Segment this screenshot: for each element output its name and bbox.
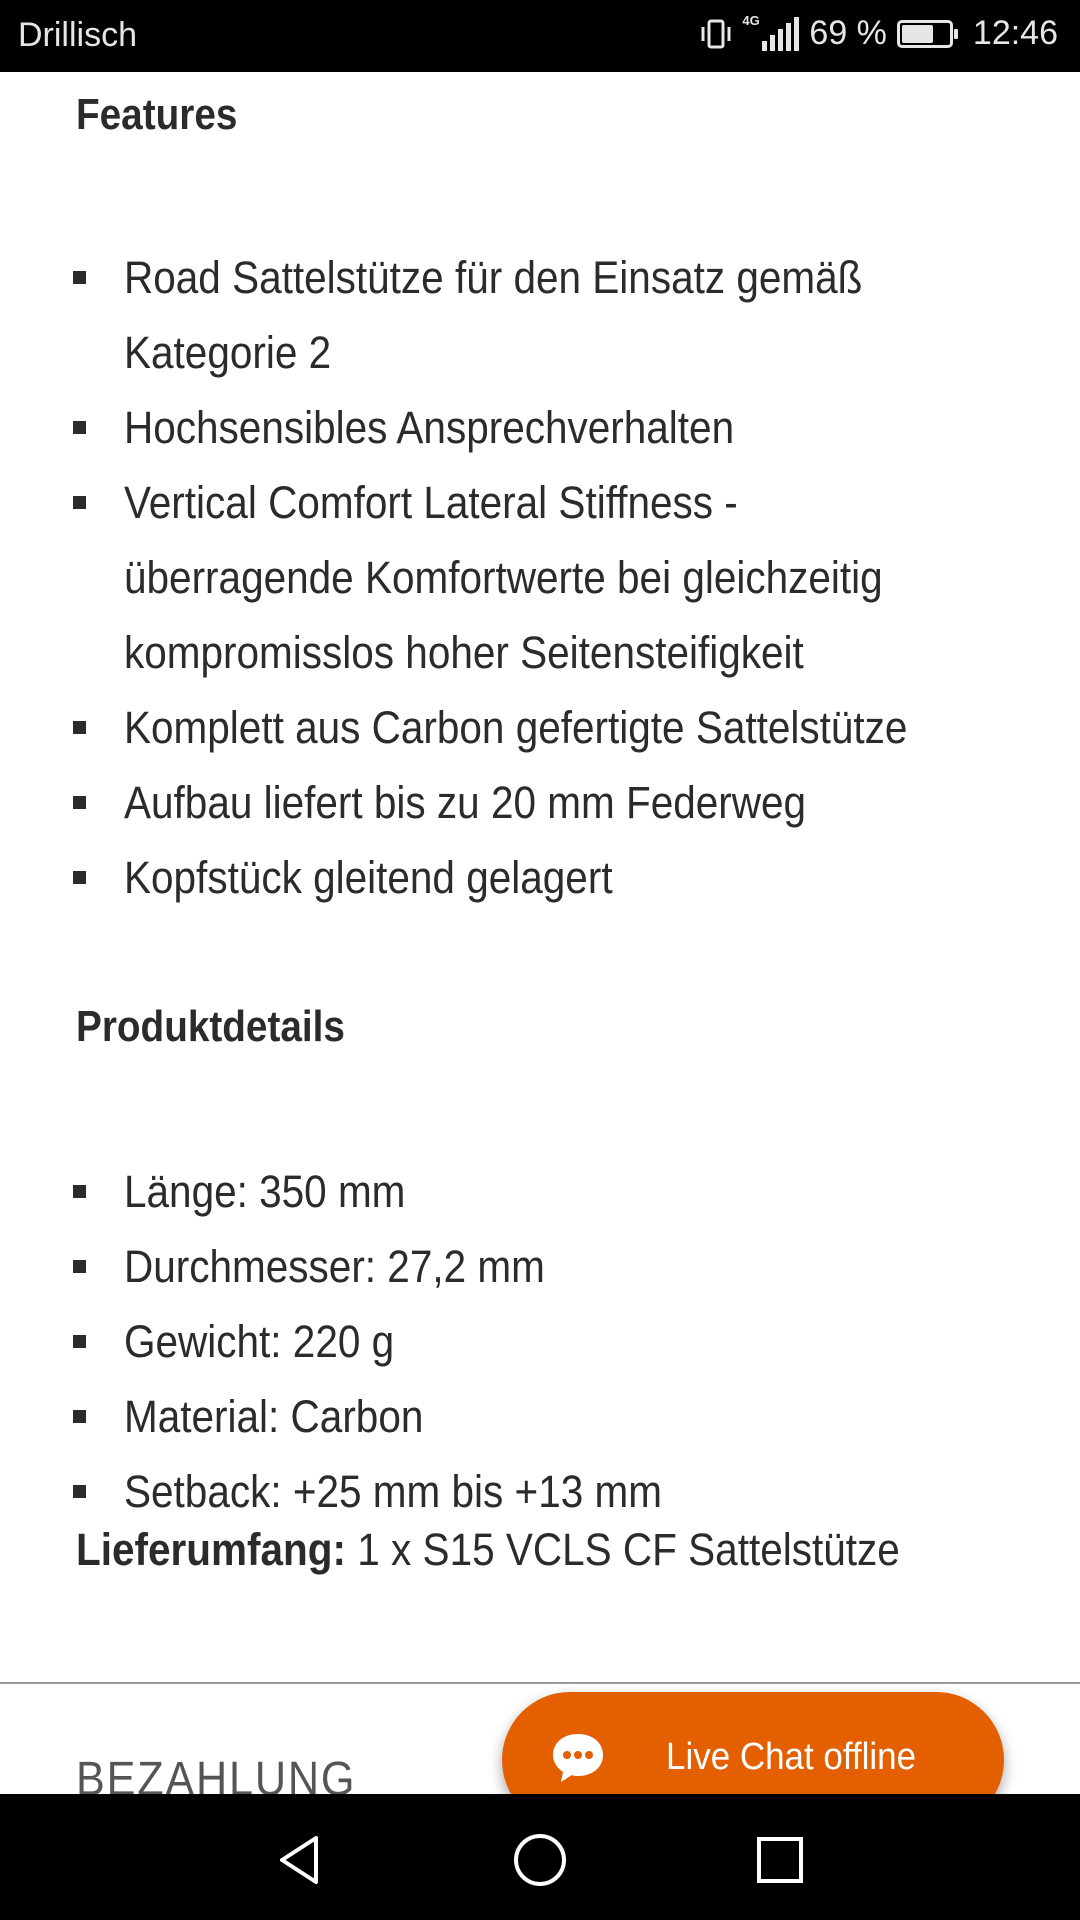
live-chat-label: Live Chat offline	[666, 1736, 917, 1778]
carrier-name: Drillisch	[18, 16, 137, 54]
payment-section-heading[interactable]: BEZAHLUNG	[76, 1753, 357, 1794]
home-button[interactable]	[500, 1820, 580, 1900]
bullet	[73, 1185, 86, 1198]
list-item: Vertical Comfort Lateral Stiffness - überragende Komfortwerte bei gleichzeitig kompromisslos hoher Seitensteifigkeit	[0, 465, 1080, 690]
home-circle-icon	[510, 1830, 570, 1890]
list-item: Material: Carbon	[0, 1379, 1080, 1454]
recents-button[interactable]	[740, 1820, 820, 1900]
bullet	[73, 496, 86, 509]
battery-percent: 69 %	[809, 14, 887, 52]
bullet	[73, 1410, 86, 1423]
signal-icon: 4G	[744, 17, 799, 51]
vibrate-icon	[698, 16, 734, 52]
delivery-label: Lieferumfang:	[76, 1524, 347, 1575]
features-heading: Features	[76, 90, 238, 139]
product-details-list	[0, 1154, 1080, 1529]
live-chat-button[interactable]	[502, 1692, 1004, 1794]
navigation-bar	[0, 1794, 1080, 1920]
battery-icon	[897, 20, 953, 48]
delivery-value: 1 x S15 VCLS CF Sattelstütze	[357, 1524, 900, 1575]
list-item: Komplett aus Carbon gefertigte Sattelstütze	[0, 690, 1080, 765]
recents-square-icon	[752, 1832, 808, 1888]
back-triangle-icon	[272, 1832, 328, 1888]
bullet	[73, 796, 86, 809]
back-button[interactable]	[260, 1820, 340, 1900]
bullet	[73, 421, 86, 434]
list-item: Hochsensibles Ansprechverhalten	[0, 390, 1080, 465]
list-item: Durchmesser: 27,2 mm	[0, 1229, 1080, 1304]
bullet	[73, 871, 86, 884]
status-icons	[698, 14, 1058, 53]
list-item: Aufbau liefert bis zu 20 mm Federweg	[0, 765, 1080, 840]
list-item: Gewicht: 220 g	[0, 1304, 1080, 1379]
list-item: Setback: +25 mm bis +13 mm	[0, 1454, 1080, 1529]
list-item: Länge: 350 mm	[0, 1154, 1080, 1229]
chat-bubble-icon	[550, 1730, 606, 1786]
product-details-heading: Produktdetails	[76, 1002, 345, 1051]
list-item: Kopfstück gleitend gelagert	[0, 840, 1080, 915]
product-description	[0, 72, 1080, 1794]
bullet	[73, 1335, 86, 1348]
divider	[0, 1682, 1080, 1684]
features-list	[0, 240, 1080, 915]
bullet	[73, 1260, 86, 1273]
list-item: Road Sattelstütze für den Einsatz gemäß Kategorie 2	[0, 240, 1080, 390]
status-bar	[0, 0, 1080, 72]
clock: 12:46	[972, 14, 1058, 52]
bullet	[73, 721, 86, 734]
delivery-scope	[76, 1524, 900, 1576]
bullet	[73, 271, 86, 284]
bullet	[73, 1485, 86, 1498]
